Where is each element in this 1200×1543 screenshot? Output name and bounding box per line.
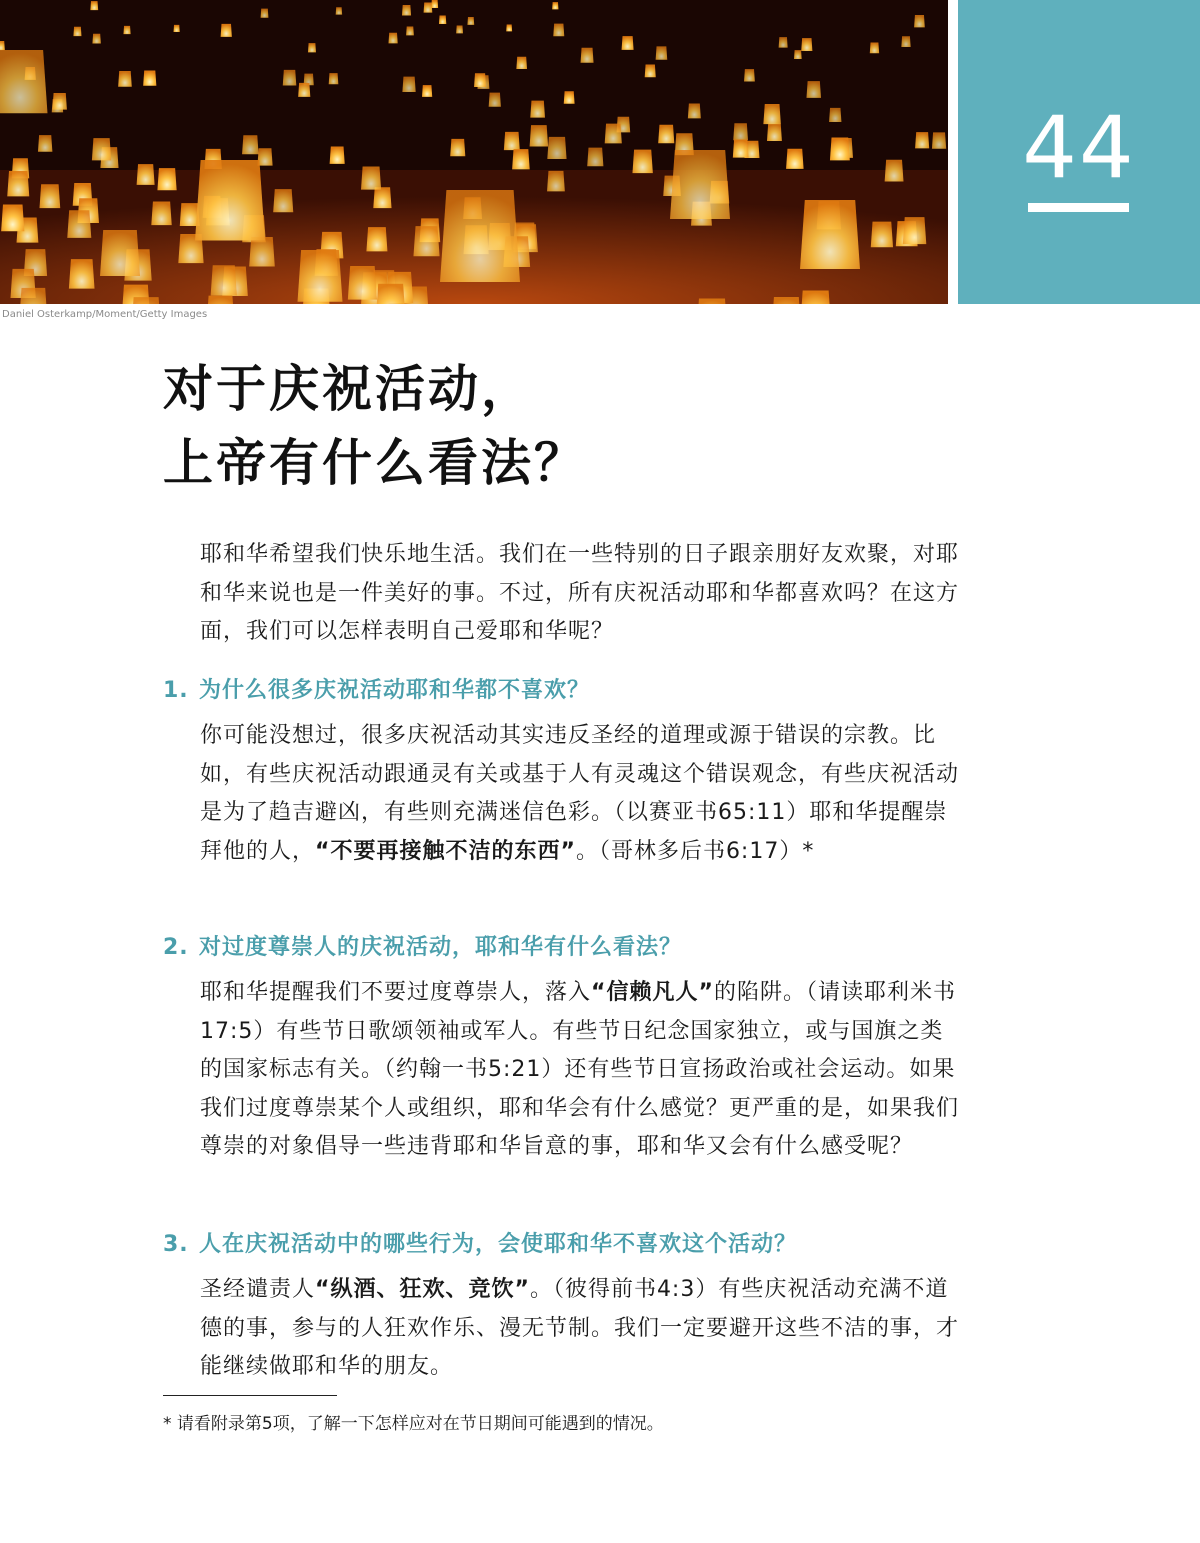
lantern-shape: [137, 164, 155, 185]
lantern-shape: [779, 37, 788, 47]
lantern-shape: [19, 288, 47, 304]
answer-text: 圣经谴责人: [200, 1277, 316, 1302]
lantern-shape: [547, 137, 566, 159]
lantern-shape: [38, 135, 52, 152]
sky-lanterns-photo: [0, 0, 948, 304]
footnote: * 请看附录第5项，了解一下怎样应对在节日期间可能遇到的情况。: [163, 1414, 664, 1434]
lantern-shape: [670, 150, 730, 219]
lantern-shape: [431, 0, 438, 8]
lantern-shape: [298, 83, 310, 97]
lantern-shape: [402, 5, 411, 15]
lantern-shape: [456, 26, 463, 34]
title-line-1: 对于庆祝活动，: [163, 360, 534, 418]
lantern-shape: [801, 38, 812, 51]
lantern-shape: [772, 297, 802, 304]
lantern-shape: [733, 123, 748, 140]
lantern-shape: [512, 149, 530, 169]
lantern-shape: [744, 69, 755, 81]
lantern-shape: [552, 2, 558, 9]
photo-credit: Daniel Osterkamp/Moment/Getty Images: [2, 309, 208, 320]
title-line-2: 上帝有什么看法？: [163, 434, 587, 492]
question-number: 1.: [163, 678, 189, 703]
lantern-shape: [422, 85, 432, 97]
lantern-shape: [376, 284, 406, 304]
lantern-shape: [0, 50, 48, 113]
question-3: [163, 1230, 963, 1260]
question-text: 人在庆祝活动中的哪些行为，会使耶和华不喜欢这个活动？: [199, 1232, 798, 1257]
lantern-shape: [366, 227, 387, 251]
chapter-number: 44: [1022, 98, 1136, 198]
chapter-underline: [1028, 203, 1129, 212]
lantern-shape: [206, 296, 234, 304]
lantern-shape: [530, 125, 549, 146]
lantern-shape: [123, 26, 130, 34]
answer-reference: 。（哥林多后书6:17）*: [575, 838, 815, 864]
lantern-shape: [402, 77, 415, 92]
lantern-shape: [504, 132, 520, 150]
answer-emphasis: “纵酒、狂欢、竞饮”: [315, 1277, 530, 1302]
lantern-shape: [806, 81, 821, 98]
answer-emphasis: “信赖凡人”: [591, 980, 714, 1005]
lantern-shape: [67, 210, 91, 238]
question-text: 为什么很多庆祝活动耶和华都不喜欢？: [199, 678, 591, 703]
answer-reference: 。（彼得前书4:3）有些庆祝活动充满不道德的事，参与的人狂欢作乐、漫无节制。我们一定要避开这些不洁的事，才能继续做耶和华的朋友。: [200, 1277, 960, 1379]
lantern-shape: [885, 160, 904, 182]
lantern-shape: [467, 17, 474, 25]
lantern-shape: [829, 108, 841, 122]
lantern-shape: [870, 42, 879, 53]
question-1: [163, 676, 963, 706]
lantern-shape: [336, 7, 342, 14]
lantern-shape: [581, 48, 594, 63]
lantern-shape: [632, 150, 652, 173]
answer-1: [200, 717, 960, 871]
chapter-badge: [958, 0, 1200, 304]
lantern-shape: [100, 230, 140, 276]
lantern-shape: [688, 104, 701, 119]
lantern-shape: [830, 138, 850, 161]
lantern-shape: [506, 25, 512, 32]
question-text: 对过度尊崇人的庆祝活动，耶和华有什么看法？: [199, 935, 683, 960]
lantern-shape: [424, 3, 433, 13]
lantern-shape: [413, 226, 439, 256]
lantern-shape: [373, 187, 391, 208]
lantern-shape: [308, 43, 316, 52]
lantern-shape: [489, 93, 501, 107]
lantern-shape: [273, 189, 293, 212]
lantern-shape: [221, 24, 232, 37]
lantern-shape: [52, 93, 67, 110]
lantern-shape: [39, 184, 60, 208]
lantern-shape: [786, 149, 804, 169]
lantern-shape: [348, 266, 377, 300]
lantern-shape: [1, 204, 24, 231]
lantern-shape: [174, 25, 180, 32]
lantern-shape: [298, 250, 343, 302]
question-number: 2.: [163, 935, 189, 960]
lantern-shape: [903, 217, 926, 244]
lantern-shape: [914, 15, 925, 27]
lantern-shape: [474, 73, 486, 87]
lantern-shape: [406, 26, 414, 35]
answer-reference: 的陷阱。（请读耶利米书17:5）有些节日歌颂领袖或军人。有些节日纪念国家独立，或与国旗之类的国家标志有关。（约翰一书5:21）还有些节日宣扬政治或社会运动。如果我们过度尊崇某个人或组织，耶和华会有什么感觉？更严重的是，如果我们尊崇的对象倡导一些违背耶和华旨意的事，耶和华又会有什么感受呢？: [200, 980, 960, 1159]
lantern-shape: [800, 291, 831, 304]
lantern-shape: [90, 1, 98, 10]
lantern-shape: [516, 57, 527, 69]
lantern-shape: [901, 36, 910, 47]
lantern-shape: [361, 166, 381, 189]
lantern-shape: [195, 160, 265, 241]
intro-paragraph: 耶和华希望我们快乐地生活。我们在一些特别的日子跟亲朋好友欢聚，对耶和华来说也是一件美好的事。不过，所有庆祝活动耶和华都喜欢吗？在这方面，我们可以怎样表明自己爱耶和华呢？: [200, 542, 960, 644]
question-number: 3.: [163, 1232, 189, 1257]
lantern-shape: [118, 71, 132, 87]
lantern-shape: [283, 70, 297, 86]
page-title: [163, 352, 587, 500]
lantern-shape: [440, 190, 520, 282]
lantern-shape: [733, 139, 749, 157]
answer-text: 耶和华提醒我们不要过度尊崇人，落入: [200, 980, 592, 1005]
lantern-shape: [257, 148, 272, 165]
lantern-shape: [329, 73, 339, 84]
lantern-shape: [157, 168, 176, 190]
lantern-shape: [547, 171, 565, 191]
lantern-shape: [73, 27, 81, 36]
lantern-shape: [151, 202, 171, 226]
lantern-shape: [871, 222, 893, 248]
lanterns-illustration: [0, 0, 948, 304]
answer-text: 你可能没想过，很多庆祝活动其实违反圣经的道理或源于错误的宗教。比如，有些庆祝活动跟通灵有关或基于人有灵魂这个错误观念，有些庆祝活动是为了趋吉避凶，有些则充满迷信色彩。（以赛亚书65:11）耶和华提醒崇拜他的人，: [200, 723, 960, 864]
lantern-shape: [450, 139, 465, 156]
lantern-shape: [696, 298, 727, 304]
lantern-shape: [915, 132, 929, 148]
lantern-shape: [622, 36, 634, 50]
footnote-divider: [163, 1395, 337, 1396]
answer-2: [200, 974, 960, 1167]
lantern-shape: [530, 101, 545, 118]
lantern-shape: [800, 200, 860, 269]
lantern-shape: [645, 65, 656, 78]
lantern-shape: [587, 148, 603, 167]
lantern-shape: [439, 16, 446, 24]
lantern-shape: [605, 124, 622, 144]
lantern-shape: [388, 33, 397, 44]
lantern-shape: [249, 237, 275, 266]
answer-3: [200, 1271, 960, 1387]
lantern-shape: [92, 34, 100, 44]
lantern-shape: [763, 104, 780, 124]
lantern-shape: [656, 46, 668, 59]
lantern-shape: [242, 135, 259, 154]
lantern-shape: [553, 24, 564, 37]
lantern-shape: [69, 259, 95, 289]
lantern-shape: [932, 132, 946, 148]
lantern-shape: [261, 9, 269, 18]
lantern-shape: [7, 171, 29, 196]
lantern-shape: [767, 124, 782, 141]
lantern-shape: [131, 297, 161, 304]
answer-emphasis: “不要再接触不洁的东西”: [315, 838, 576, 864]
lantern-shape: [143, 71, 156, 86]
lantern-shape: [330, 146, 345, 163]
lantern-shape: [0, 41, 5, 50]
lantern-shape: [794, 50, 802, 59]
question-2: [163, 933, 963, 963]
lantern-shape: [211, 265, 237, 295]
lantern-shape: [92, 138, 111, 160]
lantern-shape: [564, 91, 575, 103]
lantern-shape: [658, 125, 674, 144]
